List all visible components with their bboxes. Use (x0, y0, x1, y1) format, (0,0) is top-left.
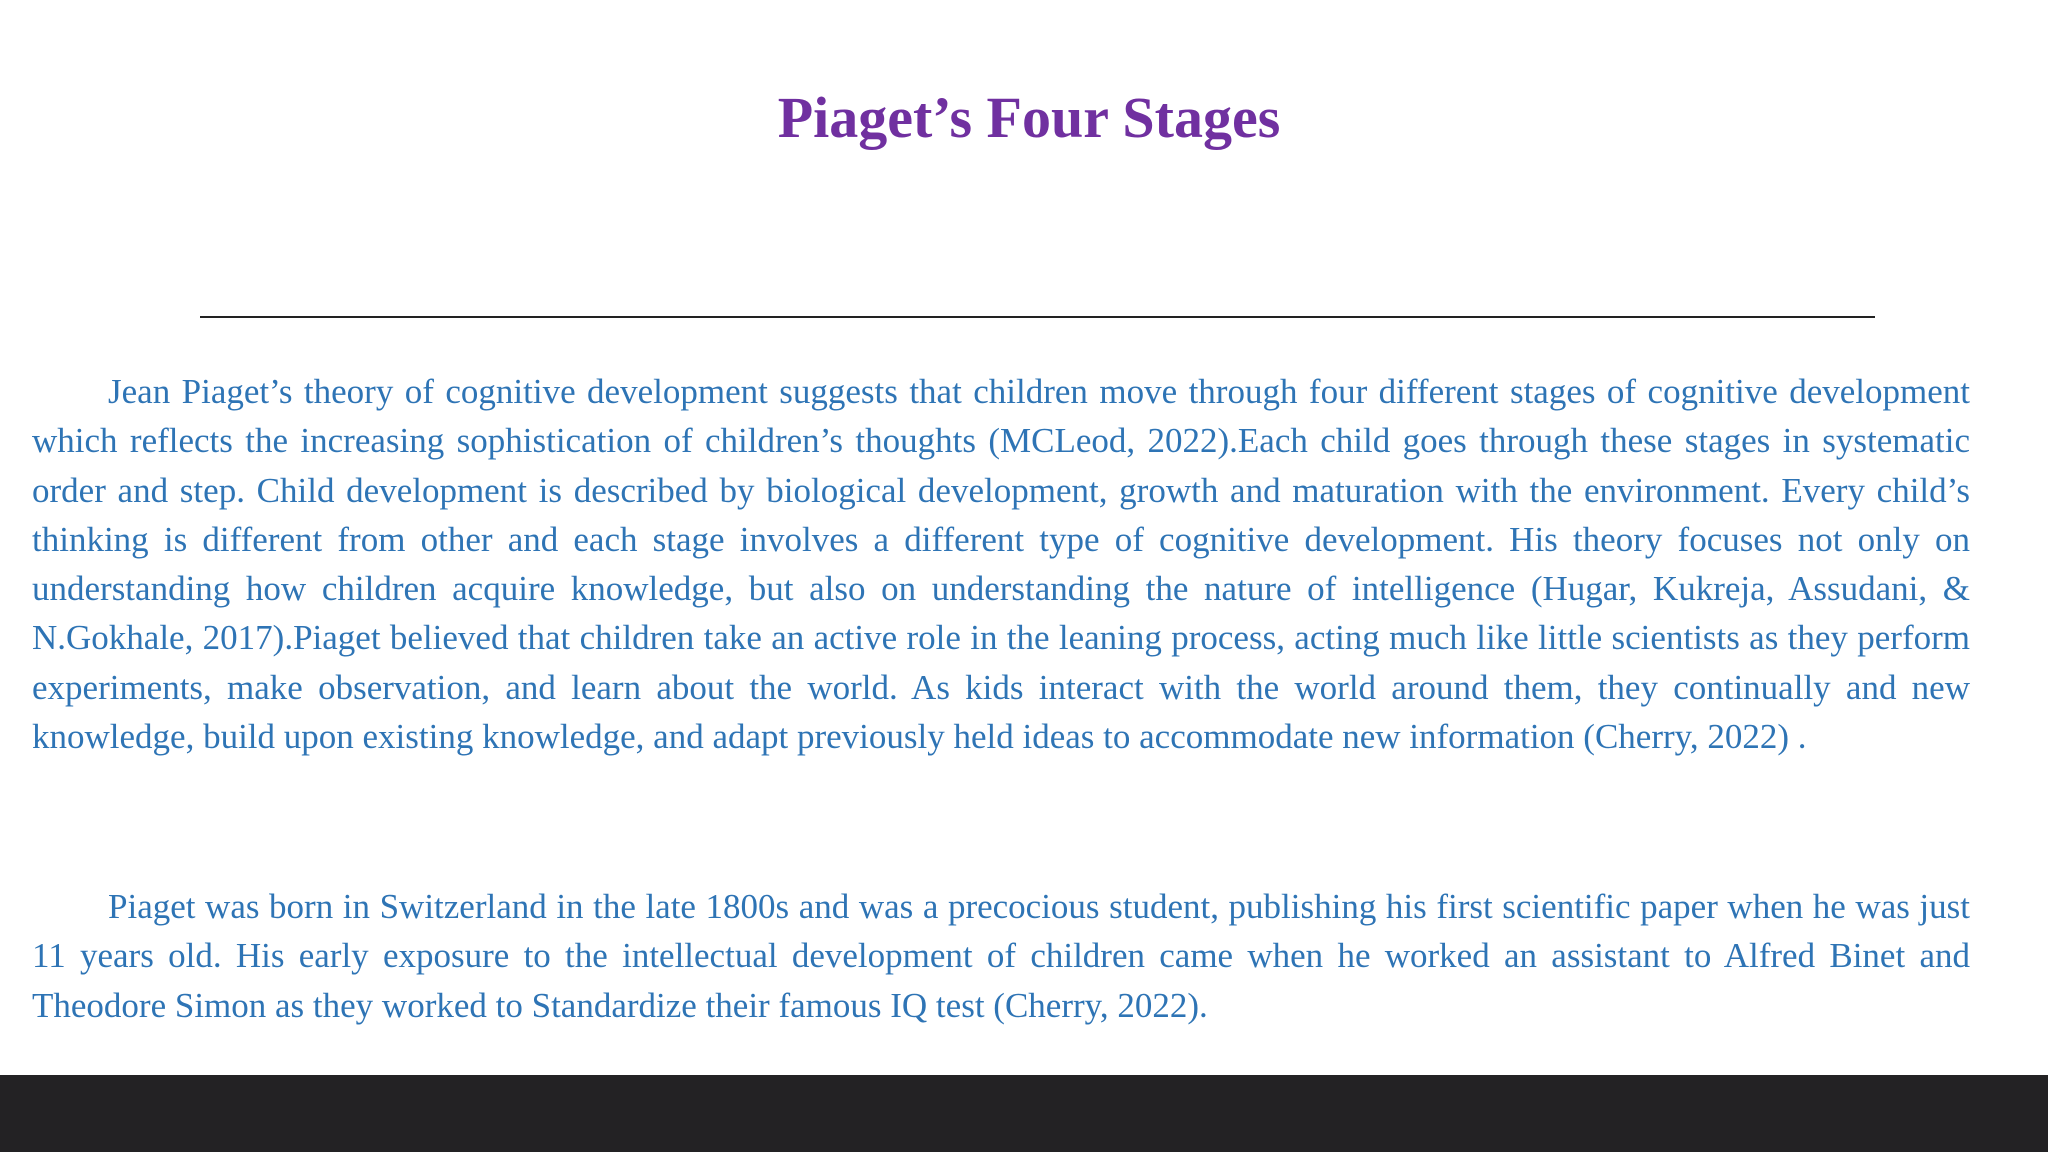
title-divider (200, 316, 1875, 318)
bottom-bar (0, 1075, 2048, 1152)
slide-title: Piaget’s Four Stages (777, 85, 1281, 150)
paragraph-piaget-biography: Piaget was born in Switzerland in the late 1800s and was a precocious student, publishing his first scientific paper when he was just 11 years old. His early exposure to the intellectual development of children came when he worked an assistant to Alfred Binet and Theodore Simon as they worked to Standardize their famous IQ test (Cherry, 2022). (32, 887, 1970, 1025)
paragraph-cognitive-development: Jean Piaget’s theory of cognitive development suggests that children move through four different stages of cognitive development which reflects the increasing sophistication of children’s thoughts (MCLeod, 2022).Each child goes through these stages in systematic order and step. Child development is described by biological development, growth and maturation with the environment. Every child’s thinking is different from other and each stage involves a different type of cognitive development. His theory focuses not only on understanding how children acquire knowledge, but also on understanding the nature of intelligence (Hugar, Kukreja, Assudani, & N.Gokhale, 2017).Piaget believed that children take an active role in the leaning process, acting much like little scientists as they perform experiments, make observation, and learn about the world. As kids interact with the world around them, they continually and new knowledge, build upon existing knowledge, and adapt previously held ideas to accommodate new information (Cherry, 2022) . (32, 372, 1970, 757)
